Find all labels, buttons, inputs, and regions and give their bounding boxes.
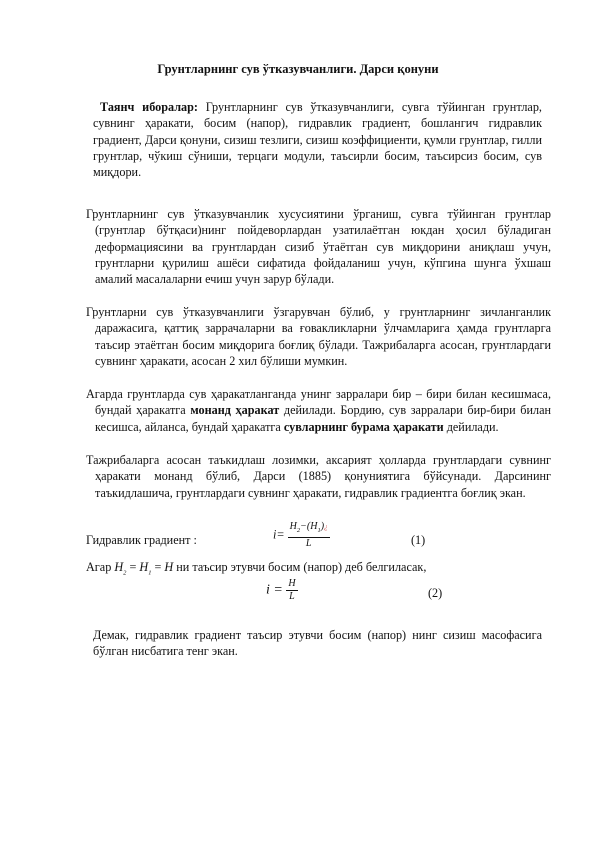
formula1-label: Гидравлик градиент : bbox=[86, 533, 197, 547]
formula1-denominator: L bbox=[305, 538, 312, 549]
paragraph-1: Грунтларнинг сув ўтказувчанлик хусусиятини ўрганиш, сувга тўйинган грунтлар (грунтлар бўтқаси)нинг пойдеворлардан узатилаётган юкдан ҳосил бўладиган деформациясини ва грунтлардан сизиб ўтаётган сув миқдорини аниқлаш учун, грунтларни қурилиш ашёси сифатида фойдаланиш учун, кўпгина шунга ўхшаш амалий масалаларни ечиш учун зарур бўлади. bbox=[86, 207, 551, 287]
keywords-label: Таянч иборалар: bbox=[100, 100, 198, 114]
paragraph-4: Тажрибаларга асосан таъкидлаш лозимки, аксарият ҳолларда грунтлардаги сувнинг ҳаракати монанд бўлиб, Дарси (1885) қонуниятига бўйсунади. Дарсининг таъкидлашича, грунтлардаги сувнинг ҳаракати, гидравлик градиентга боғлиқ экан. bbox=[86, 453, 551, 500]
formula2-numerator: H bbox=[288, 578, 296, 589]
formula2-fraction bbox=[286, 578, 297, 603]
paragraph-3 bbox=[86, 386, 551, 435]
p3-text-c: дейилади. Бордию, сув зарралари бир-бири билан кесишса, айланса, бундай ҳаракатга bbox=[95, 403, 552, 434]
formula1-fraction bbox=[288, 521, 330, 550]
formula2-lhs: i = bbox=[266, 582, 283, 598]
formula2-denominator: L bbox=[289, 591, 295, 602]
paragraph-2: Грунтларни сув ўтказувчанлиги ўзгарувчан бўлиб, у грунтларнинг зичланганлик даражасига, қаттиқ заррачаларни ва ғовакликларни ўлчамларига ҳамда грунтларга таъсир этаётган босим миқдорига боғлиқ бўлади. Тажрибаларга асосан, грунтлардаги сувнинг ҳаракати, асосан 2 хил бўлиши мумкин. bbox=[86, 305, 551, 368]
condition-line: Агар $H_2 = H_1 = H$ ни таъсир этувчи босим (напор) деб белгиласак, bbox=[86, 560, 427, 577]
conclusion-paragraph: Демак, гидравлик градиент таъсир этувчи босим (напор) нинг сизиш масофасига бўлган нисбатига тенг экан. bbox=[93, 628, 542, 659]
p3-text-e: дейилади. bbox=[443, 419, 499, 434]
p3-text-a: Агарда грунтларда сув ҳаракатланганда унинг зарралари бир – бири билан кесишмаса, бундай ҳаракатга bbox=[86, 387, 551, 418]
formula1-lhs: i= bbox=[273, 527, 285, 542]
formula-2 bbox=[266, 578, 298, 603]
keywords-text: Грунтларнинг сув ўтказувчанлиги, сувга тўйинган грунтлар, сувнинг ҳаракати, босим (напор), гидравлик градиент, бошлангич гидравлик градиент, Дарси қонуни, сизиш тезлиги, сизиш коэффициенти, қумли грунтлар, гилли грунтлар, чўкиш сўниши, терцаги модули, таъсирли босим, таъсирсиз босим, сув миқдори. bbox=[93, 100, 542, 180]
formula1-numerator: $H_2-(H_1)¿$ bbox=[288, 521, 330, 538]
formula-1 bbox=[273, 521, 330, 550]
p3-term-turbulent: сувларнинг бурама ҳаракати bbox=[283, 419, 444, 434]
keywords-paragraph bbox=[93, 99, 542, 180]
page-title: Грунтларнинг сув ўтказувчанлиги. Дарси қонуни bbox=[157, 62, 439, 76]
p3-term-uniform: монанд ҳаракат bbox=[190, 403, 280, 418]
formula1-number: (1) bbox=[411, 533, 426, 547]
formula2-number: (2) bbox=[428, 586, 443, 600]
